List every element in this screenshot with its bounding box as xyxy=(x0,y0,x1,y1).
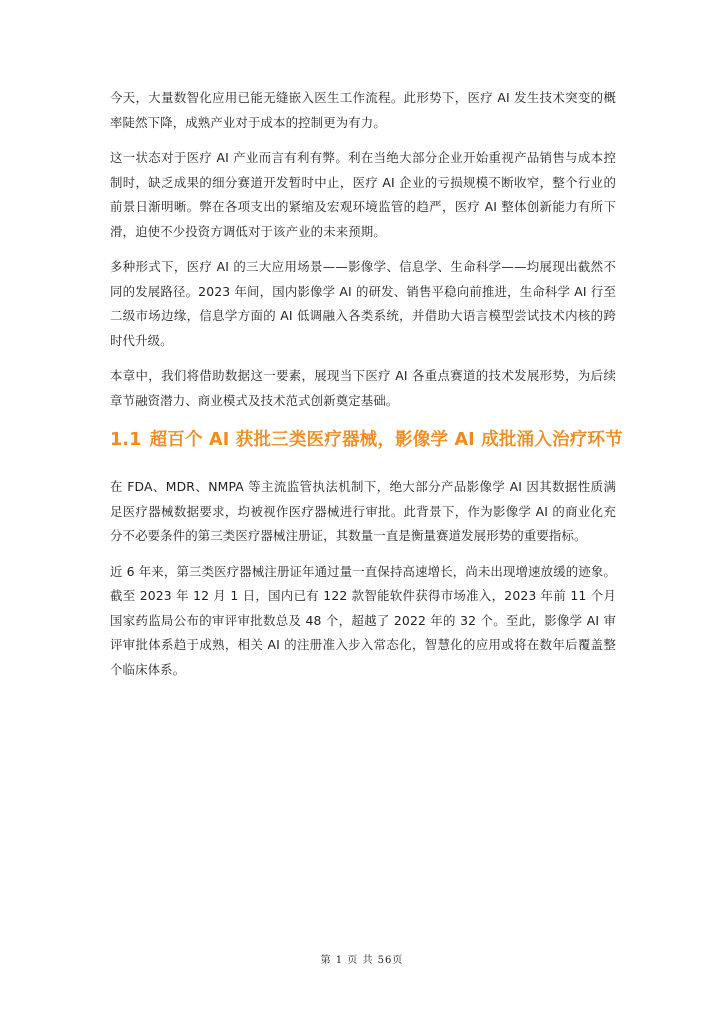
page-footer: 第 1 页 共 56页 xyxy=(320,955,404,966)
section-paragraph-1: 在 FDA、MDR、NMPA 等主流监管执法机制下，绝大部分产品影像学 AI 因其数据性质满足医疗器械数据要求，均被视作医疗器械进行审批。此背景下，作为影像学 AI 的商业化充分不必要条件的第三类医疗器械注册证，其数量一直是衡量赛道发展形势的重要指标。 xyxy=(110,479,616,543)
section-title: 超百个 AI 获批三类医疗器械，影像学 AI 成批涌入治疗环节 xyxy=(149,430,623,450)
intro-paragraph-4: 本章中，我们将借助数据这一要素，展现当下医疗 AI 各重点赛道的技术发展形势，为后续章节融资潜力、商业模式及技术范式创新奠定基础。 xyxy=(110,368,616,408)
intro-paragraph-3: 多种形式下，医疗 AI 的三大应用场景——影像学、信息学、生命科学——均展现出截然不同的发展路径。2023 年间，国内影像学 AI 的研发、销售平稳向前推进，生命科学 AI 行至二级市场边缘，信息学方面的 AI 低调融入各类系统，并借助大语言模型尝试技术内核的跨时代升级。 xyxy=(110,259,616,348)
intro-paragraph-2: 这一状态对于医疗 AI 产业而言有利有弊。利在当绝大部分企业开始重视产品销售与成本控制时，缺乏成果的细分赛道开发暂时中止，医疗 AI 企业的亏损规模不断收窄，整个行业的前景日渐明晰。弊在各项支出的紧缩及宏观环境监管的趋严，医疗 AI 整体创新能力有所下滑，迫使不少投资方调低对于该产业的未来预期。 xyxy=(110,150,616,239)
section-paragraph-2: 近 6 年来，第三类医疗器械注册证年通过量一直保持高速增长，尚未出现增速放缓的迹象。截至 2023 年 12 月 1 日，国内已有 122 款智能软件获得市场准入，2023 年前 11 个月国家药监局公布的审评审批数总及 48 个，超越了 2022 年的 32 个。至此，影像学 AI 审评审批体系趋于成熟，相关 AI 的注册准入步入常态化，智慧化的应用或将在数年后覆盖整个临床体系。 xyxy=(110,563,616,677)
section-heading xyxy=(110,427,623,453)
intro-paragraph-1: 今天，大量数智化应用已能无缝嵌入医生工作流程。此形势下，医疗 AI 发生技术突变的概率陡然下降，成熟产业对于成本的控制更为有力。 xyxy=(110,90,616,130)
document-body xyxy=(110,86,623,693)
section-number: 1.1 xyxy=(110,430,142,450)
